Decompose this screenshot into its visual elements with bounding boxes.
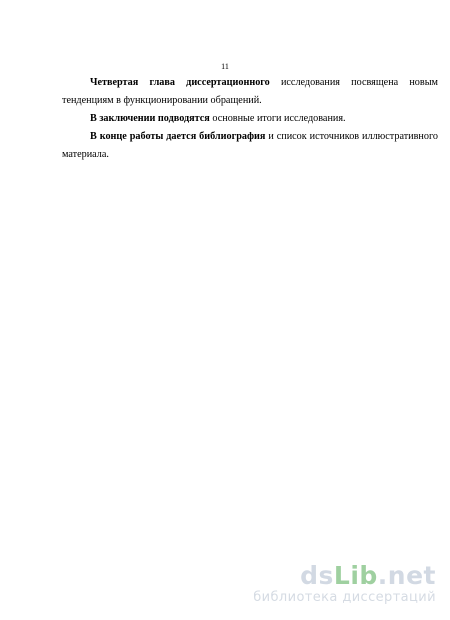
watermark-logo <box>253 562 436 590</box>
page-number: 11 <box>221 62 229 71</box>
paragraph-lead: В заключении подводятся <box>90 113 210 124</box>
logo-suffix: .net <box>377 561 436 590</box>
body-text <box>62 74 438 164</box>
paragraph-tail: основные итоги исследования. <box>209 113 346 124</box>
paragraph-tail: и список источников иллюстративного материала. <box>62 131 438 160</box>
paragraph-chapter-four <box>62 74 438 110</box>
watermark-tagline: библиотека диссертаций <box>253 590 436 605</box>
watermark <box>253 562 436 606</box>
paragraph-tail: исследования посвящена новым тенденциям в функционировании обращений. <box>62 77 439 106</box>
paragraph-conclusion <box>62 110 438 128</box>
logo-prefix: ds <box>300 561 334 590</box>
paragraph-lead: Четвертая глава диссертационного <box>90 77 270 88</box>
paragraph-lead: В конце работы дается библиография <box>90 131 266 142</box>
logo-accent: Lib <box>333 561 378 590</box>
paragraph-bibliography <box>62 128 438 164</box>
